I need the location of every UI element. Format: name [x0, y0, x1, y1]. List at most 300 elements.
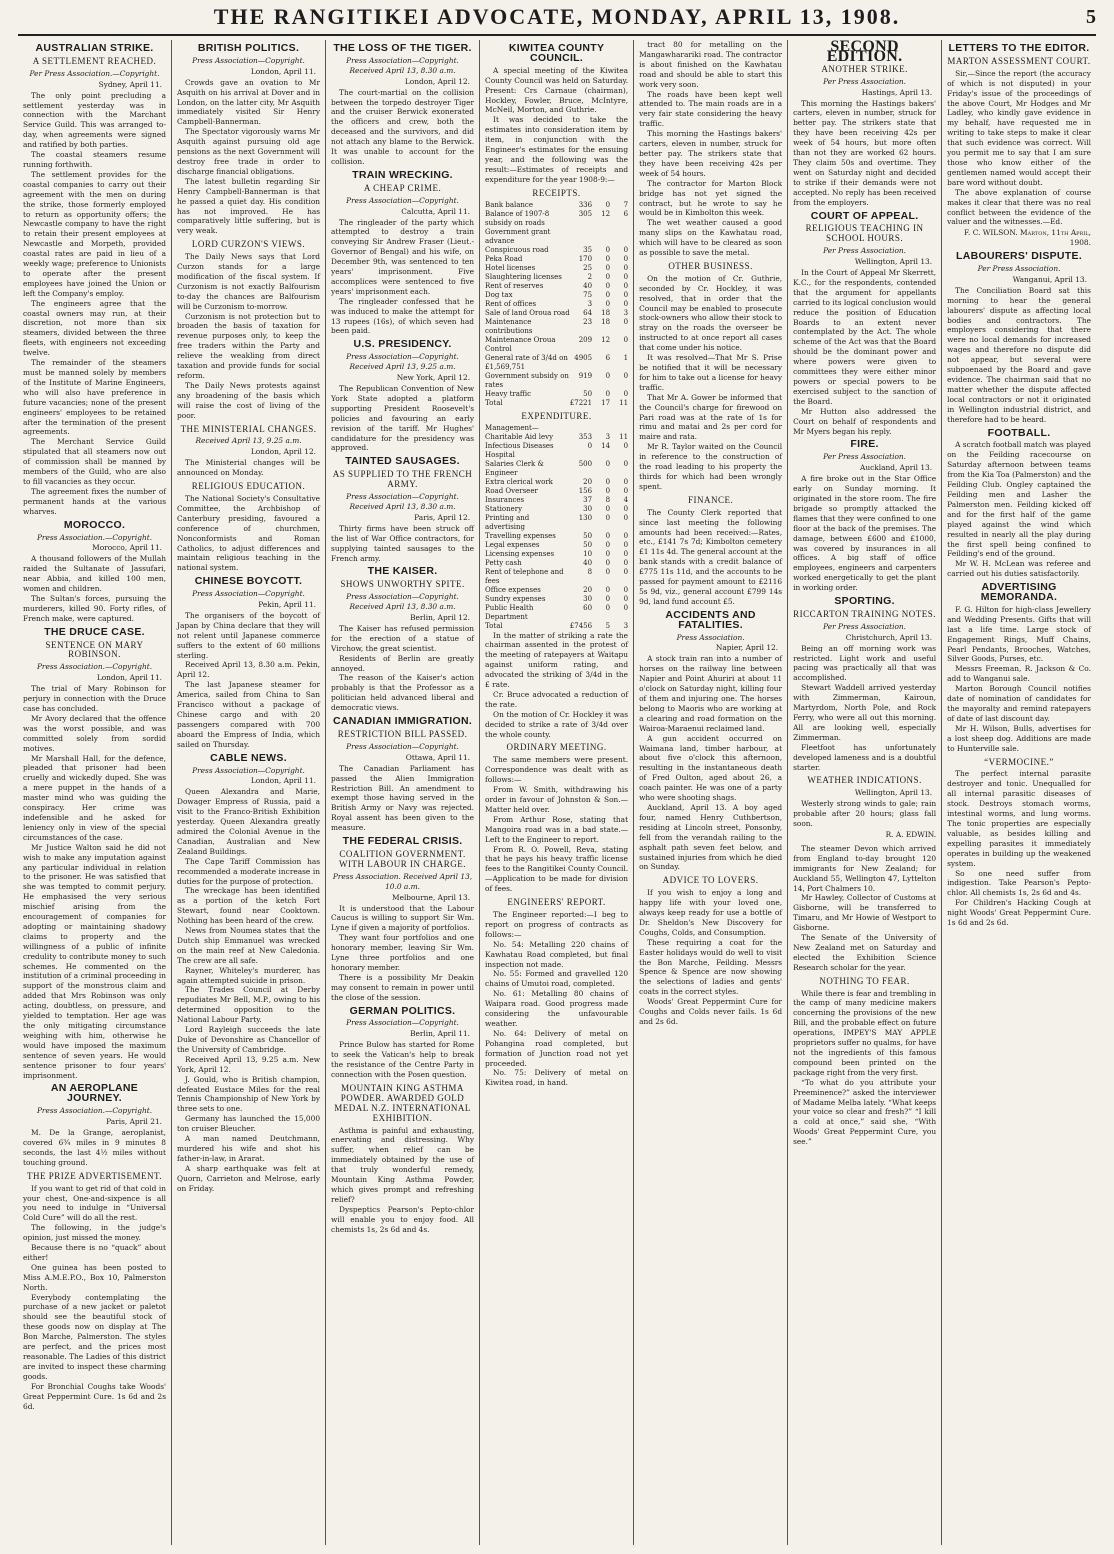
ledger-amount: 3	[587, 299, 593, 308]
ledger-amount	[570, 424, 592, 433]
ledger-amount: 0	[623, 513, 629, 522]
ledger-amount: 0	[605, 585, 611, 594]
article	[793, 209, 937, 437]
ledger-amount: 8	[587, 567, 593, 576]
ledger-amount: 0	[623, 594, 629, 603]
column-3	[326, 40, 480, 1545]
article-byline: Press Association—Copyright.	[346, 1018, 459, 1028]
table-row	[485, 399, 628, 408]
article	[23, 625, 167, 1081]
article-paragraph: M. De la Grange, aeroplanist, covered 6¾ miles in 9 minutes 8 seconds, the last 4½ miles without touching ground.	[23, 1128, 167, 1167]
table-row	[485, 246, 628, 255]
article-dateline: Melbourne, April 13.	[392, 892, 471, 902]
article	[331, 44, 474, 167]
article-paragraph: Mr Justice Walton said he did not wish to make any imputation against any particular individual in relation to the prisoner. He was satisfied that she was tempted to commit perjury. He emphasised the very serious mischief arising from the encouragement of companies for adopting or maintaining shadowy claims to property and the willingness of a public of infinite credulity to contribute money to such schemes. He commented on the institution of a criminal proceeding in support of the monstrous claim and added that Mrs Robinson was only acting, doubtless, on pressure, and yielded to temptation. Her age was the only mitigating circumstance weighing with him, otherwise he would have imposed the maximum sentence of seven years. He would sentence prisoner to four years' imprisonment.	[23, 842, 167, 1080]
ledger-amount: 50	[583, 389, 593, 398]
ledger-amount: 7	[623, 200, 629, 209]
ledger-item: Balance of 1907-8 subsidy on roads	[485, 209, 550, 227]
ledger-amount: 0	[605, 594, 611, 603]
ledger-amount: 4	[623, 495, 629, 504]
ledger-item: Slaughtering licenses	[485, 272, 562, 281]
article-dateline: Auckland, April 13.	[859, 463, 933, 473]
article-byline: Press Association—Copyright.	[192, 55, 305, 65]
column-6	[788, 40, 942, 1545]
ledger-item: Total	[485, 398, 503, 407]
article	[331, 168, 475, 337]
ledger-amount: 0	[587, 441, 593, 450]
ledger-amount: 1	[623, 353, 629, 362]
article-paragraph: The Daily News protests against any broadening of the basis which will raise the cost of living of the poor.	[177, 380, 321, 420]
article-subheading: COALITION GOVERNMENT. WITH LABOUR IN CHARGE.	[339, 848, 467, 869]
table-row	[485, 354, 628, 372]
article-paragraph: The remainder of the steamers must be manned solely by members of the Institute of Marine Engineers, who will also have preference in future vacancies; none of the present engineers' employees to be retained after the termination of the present agreements.	[23, 358, 167, 437]
article-paragraph: So one need suffer from indigestion. Take Pearson's Pepto-chlor. All chemists 1s, 2s 6d and 4s.	[947, 868, 1091, 898]
article	[639, 40, 782, 258]
article-headline: FIRE.	[850, 438, 879, 451]
table-row	[485, 309, 628, 318]
column-7	[942, 40, 1096, 1545]
ledger-amount	[592, 424, 610, 433]
ledger-item: General rate of 3/4d on £1,569,751	[485, 353, 568, 371]
article-paragraph: A thousand followers of the Mullah raided the Sultanate of Jassufari, near Abbia, and killed 100 men, women and children.	[23, 554, 167, 594]
page-number: 5	[1086, 5, 1096, 28]
article	[331, 340, 474, 453]
table-row	[485, 282, 628, 291]
article-paragraph: Everybody contemplating the purchase of a new jacket or paletot should see the beautiful stock of these goods now on display at The Bon Marche, Palmerston. The styles are perfect, and the prices most reasonable. The Ladies of this district are invited to inspect these charming goods.	[23, 1292, 167, 1381]
article-byline: Press Association.—Copyright.	[36, 1106, 153, 1116]
ledger-amount: 0	[605, 459, 611, 468]
accounts-table	[485, 424, 628, 631]
article-paragraph: The coastal steamers resume running forthwith.	[23, 150, 167, 169]
ledger-amount: 0	[623, 567, 629, 576]
article-paragraph: Prince Bulow has started for Rome to seek the Vatican's help to break the resistance of the Centre Party in connection with the Posen question.	[331, 1040, 475, 1079]
article-paragraph: The Spectator vigorously warns Mr Asquith against pursuing old age pensions as the next Government will destroy free trade in order to discharge financial obligations.	[177, 127, 321, 176]
table-row	[485, 273, 628, 282]
article-dateline: London, April 11.	[96, 673, 163, 683]
article-paragraph: The perfect internal parasite destroyer and tonic. Unequalled for all internal parasitic diseases of stock. Destroys stomach worms, intestinal worms, and lung worms. The tonic properties are especially valuable, as besides killing and expelling parasites it immediately operates in building up the weakened system.	[947, 769, 1091, 868]
article-headline: LABOURERS' DISPUTE.	[956, 250, 1083, 263]
ledger-amount: 10	[583, 549, 593, 558]
ledger-item: Government subsidy on rates	[485, 371, 569, 389]
table-row	[485, 210, 628, 228]
ledger-amount: 0	[605, 477, 611, 486]
article-paragraph: Mr Hutton also addressed the Court on behalf of respondents and Mr Myers began his reply.	[793, 406, 937, 436]
ledger-item: Stationery	[485, 504, 523, 513]
article-subheading: SENTENCE ON MARY ROBINSON.	[45, 639, 144, 660]
article-paragraph: F. G. Hilton for high-class Jewellery and Wedding Presents. Gifts that will last a life time. Large stock of Engagement Rings, Muff Chains, Pearl Pendants, Brooches, Watches, Silver Goods, Purses, etc.	[947, 604, 1091, 664]
article-byline: Received April 13, 9.25 a.m.	[195, 436, 302, 446]
ledger-amount: 64	[583, 308, 593, 317]
ledger-amount: 0	[623, 549, 629, 558]
ledger-item: Dog tax	[485, 290, 513, 299]
column-4	[480, 40, 634, 1545]
article-paragraph: The contractor for Marton Block bridge has not yet signed the contract, but he wrote to say he would be in Kimbolton this week.	[639, 178, 783, 218]
article	[485, 189, 628, 408]
ledger-amount: 0	[623, 263, 629, 272]
article-subheading: RELIGIOUS EDUCATION.	[191, 481, 306, 492]
article-subheading: ADVICE TO LOVERS.	[662, 875, 759, 886]
article-paragraph: Asthma is painful and exhausting, enervating and distressing. Why suffer, when relief can be immediately obtained by the use of that truly wonderful remedy, Mountain King Asthma Powder, which gives prompt and refreshing relief?	[331, 1125, 475, 1204]
article-subheading: RICCARTON TRAINING NOTES.	[793, 608, 937, 619]
article-paragraph: Mr Marshall Hall, for the defence, pleaded that prisoner had been cruelly and wickedly duped. She was a mere puppet in the hands of a master mind who was guiding the conspiracy. Her crime was indefensible and he asked for leniency only in view of the special circumstances of the case.	[23, 753, 167, 842]
ledger-amount: 0	[605, 290, 611, 299]
article-paragraph: From W. Smith, withdrawing his order in favour of Johnston & Son.—Matter held over.	[485, 785, 629, 814]
ledger-amount: 40	[583, 281, 593, 290]
article-dateline: Pekin, April 11.	[258, 600, 317, 610]
ledger-amount: 336	[578, 200, 593, 209]
article-paragraph: tract 80 for metalling on the Mangawharariki road. The contractor is about finished on the Kawhatau road and should be able to start this work very soon.	[639, 40, 783, 89]
ledger-amount: 0	[623, 486, 629, 495]
ledger-amount: 0	[623, 389, 629, 398]
article-paragraph: Residents of Berlin are greatly annoyed.	[331, 653, 475, 673]
newspaper-title: THE RANGITIKEI ADVOCATE, MONDAY, APRIL 13, 1908.	[213, 4, 901, 29]
article-subheading: FINANCE.	[687, 494, 734, 505]
article-paragraph: Woods' Great Peppermint Cure for Coughs and Colds never fails. 1s 6d and 2s 6d.	[639, 997, 783, 1026]
ledger-amount: 0	[605, 549, 611, 558]
ledger-amount	[592, 228, 610, 246]
article-paragraph: Thirty firms have been struck off the list of War Office contractors, for supplying tainted sausages to the French army.	[331, 523, 475, 563]
article-paragraph: Received April 13, 9.25 a.m. New York, April 12.	[177, 1054, 321, 1074]
ledger-amount: £7456	[569, 621, 593, 630]
article-paragraph: If you wish to enjoy a long and happy life with your loved one, always keep ready for use a bottle of Dr. Sheldon's New Discovery for Coughs, Colds, and Consumption.	[639, 888, 783, 937]
article-paragraph: The Daily News says that Lord Curzon stands for a large modification of the fiscal system. If Curzonism is not exactly Balfourism to-day the chances are Balfourism will be Curzonism to-morrow.	[177, 252, 321, 311]
ledger-amount: 0	[605, 263, 611, 272]
ledger-item: Rent of telephone and fees	[485, 567, 564, 585]
table-row	[485, 424, 628, 433]
table-row	[485, 228, 628, 246]
ledger-item: Road Overseer	[485, 486, 538, 495]
article-headline: SPORTING.	[834, 595, 895, 608]
article-paragraph: It was resolved—That Mr S. Prise be notified that it will be necessary for him to take out a license for heavy traffic.	[639, 353, 783, 392]
article-paragraph: A special meeting of the Kiwitea County Council was held on Saturday. Present: Crs Carnaue (chairman), Hockley, Fowler, Bruce, McIntyre, McNeil, Morton, and Guthrie.	[485, 65, 629, 115]
ledger-amount: 0	[623, 558, 629, 567]
article-paragraph: While there is fear and trembling in the camp of many medicine makers concerning the provisions of the new Bill, and the probable effect on future operations, IMPEY'S MAY APPLE proprietors suffer no qualms, for have not the ingredients of this famous compound been printed on the package right from the very first.	[793, 988, 937, 1077]
article	[177, 482, 320, 573]
article-paragraph: They want four portfolios and one honorary member, leaving Sir Wm. Lyne three portfolios and one honorary member.	[331, 933, 475, 972]
article-byline: Press Association.—Copyright.	[36, 532, 153, 542]
ledger-amount	[610, 424, 628, 433]
table-row	[485, 318, 628, 336]
ledger-amount: 0	[605, 272, 611, 281]
ledger-amount: 305	[578, 209, 593, 218]
article-paragraph: No. 54: Metalling 220 chains of Kawhatau Road completed, but final inspection not made.	[485, 939, 629, 969]
ledger-amount: 0	[605, 371, 611, 380]
ledger-item: Licensing expenses	[485, 549, 555, 558]
ledger-amount: 0	[605, 540, 611, 549]
article	[485, 743, 628, 894]
table-row	[485, 201, 628, 210]
article	[331, 457, 474, 563]
article-paragraph: Mr H. Wilson, Bulls, advertises for a lost sheep dog. Additions are made to Hunterville sale.	[947, 723, 1091, 753]
ledger-item: Sale of land Oroua road	[485, 308, 570, 317]
article-paragraph: The settlement provides for the coastal companies to carry out their agreement with the men on during the strike, those formerly employed to return as opportunity offers; the Newcastle company to have the right to retain their present employees at Newcastle and Morpeth, provided coastal rates are paid in lieu of a weekly wage; preference to Unionists to operate after the present employees have joined the Union or left the Company's employ.	[23, 169, 167, 298]
article-paragraph: Sir,—Since the report (the accuracy of which is not disputed) in your Friday's issue of the proceedings of the above Court, Mr Hodges and Mr Ladley, who kindly gave evidence in my behalf, have requested me in writing to take steps to make it clear that such evidence was correct. Will you permit me to say that I am sure those who know either of the gentlemen named would accept their bare word without doubt.	[947, 68, 1091, 187]
ledger-amount: 11	[619, 432, 629, 441]
article-paragraph: The agreement fixes the number of permanent hands at the various wharves.	[23, 486, 167, 516]
article-paragraph: Fleetfoot has unfortunately developed lameness and is a doubtful starter.	[793, 742, 937, 772]
article-paragraph: No. 64: Delivery of metal on Pohangina road completed, but formation of Junction road not yet proceeded.	[485, 1028, 629, 1068]
article-paragraph: The Canadian Parliament has passed the Alien Immigration Restriction Bill. An amendment to exempt those having served in the British Army or Navy was rejected. Royal assent has been given to the measure.	[331, 763, 475, 833]
accounts-table	[485, 201, 628, 408]
ledger-item: Extra clerical work	[485, 477, 553, 486]
article-paragraph: The latest bulletin regarding Sir Henry Campbell-Bannerman is that he passed a quiet day. His condition has not improved. He has comparatively little suffering, but is very weak.	[177, 176, 321, 236]
article-dateline: Berlin, April 12.	[410, 613, 471, 623]
ledger-amount: 35	[583, 245, 593, 254]
ledger-amount: 20	[583, 477, 593, 486]
article-headline: U.S. PRESIDENCY.	[353, 338, 452, 351]
article-dateline: London, April 12.	[250, 447, 317, 457]
article-headline: LETTERS TO THE EDITOR.	[948, 42, 1090, 54]
ledger-item: Total	[485, 621, 503, 630]
ledger-amount: 75	[583, 290, 593, 299]
article-paragraph: Received April 13, 8.30 a.m. Pekin, April 12.	[177, 660, 321, 680]
article	[331, 1004, 475, 1080]
ledger-amount: 37	[583, 495, 593, 504]
ledger-amount: 0	[605, 513, 611, 522]
article-subheading: RELIGIOUS TEACHING IN SCHOOL HOURS.	[805, 223, 924, 244]
ledger-item: Infectious Diseases Hospital	[485, 441, 554, 459]
ledger-amount: 6	[605, 353, 611, 362]
table-row	[485, 460, 628, 478]
article-subheading: MOUNTAIN KING ASTHMA POWDER. AWARDED GOLD MEDAL N.Z. INTERNATIONAL EXHIBITION.	[334, 1082, 471, 1123]
ledger-item: Management—	[485, 423, 539, 432]
article-subheading: LORD CURZON'S VIEWS.	[191, 239, 306, 250]
article-dateline: New York, April 12.	[396, 373, 471, 383]
article	[177, 425, 320, 479]
article	[177, 577, 320, 749]
table-row	[485, 433, 628, 442]
ledger-amount: 5	[605, 621, 611, 630]
article-paragraph: A scratch football match was played on the Feilding racecourse on Saturday afternoon between teams from the Kia Toa (Palmerston) and the Feilding Club. Ongley captained the Feilding men and Lasher the Palmerston men. Feilding kicked off and for the first half of the game played against the wind which resulted in nearly all the play during the first spell being confined to Feilding's end of the ground.	[947, 440, 1091, 559]
ledger-amount: 12	[601, 335, 611, 344]
article-headline: CANADIAN IMMIGRATION.	[332, 715, 473, 728]
ledger-amount: 0	[623, 531, 629, 540]
article-byline: Per Press Association.	[823, 246, 907, 256]
article-paragraph: The wet weather caused a good many slips on the Kawhatau road, which will have to be cleared as soon as possible to save the metal.	[639, 218, 783, 258]
ledger-item: Insurances	[485, 495, 525, 504]
ledger-amount: 0	[623, 335, 629, 344]
article-subheading: SHOWS UNWORTHY SPITE.	[340, 579, 465, 590]
ledger-amount: 0	[623, 459, 629, 468]
ledger-amount: 23	[583, 317, 593, 326]
article	[639, 262, 782, 492]
ledger-item: Maintenance contributions	[485, 317, 533, 335]
table-row	[485, 505, 628, 514]
article	[947, 426, 1091, 580]
article	[177, 44, 320, 236]
article	[331, 837, 474, 1003]
article-paragraph: From Arthur Rose, stating that Mangoira road was in a bad state.—Left to the Engineer to report.	[485, 814, 629, 844]
ledger-amount: 130	[578, 513, 593, 522]
table-row	[485, 442, 628, 460]
article-headline: CHINESE BOYCOTT.	[194, 575, 303, 588]
article-byline: Press Association—Copyright.	[192, 765, 305, 775]
ledger-amount: 353	[578, 432, 593, 441]
article-paragraph: J. Gould, who is British champion, defeated Eustace Miles for the real Tennis Championship of New York by three sets to one.	[177, 1074, 321, 1114]
ledger-amount	[610, 228, 628, 246]
article-byline: Press Association. Received April 13, 10.0 a.m.	[332, 871, 473, 891]
article-paragraph: The Merchant Service Guild stipulated that all steamers now out of commission shall be manned by members of the Guild, who are also to fill vacancies as they occur.	[23, 437, 167, 486]
ledger-amount: 8	[605, 495, 611, 504]
article	[331, 567, 474, 713]
article-paragraph: Rayner, Whiteley's murderer, has again attempted suicide in prison.	[177, 965, 321, 985]
article	[947, 583, 1091, 753]
article	[331, 1084, 474, 1235]
article-byline: Per Press Association.	[823, 76, 907, 86]
article-paragraph: That Mr A. Gower be informed that the Council's charge for firewood on Pari road was at the rate of 1s for rimu and matai and 2s per cord for maire and rata.	[639, 392, 783, 442]
article-paragraph: Mr Hawley, Collector of Customs at Gisborne, will be transferred to Timaru, and Mr Howie of Westport to Gisborne.	[793, 893, 937, 933]
article	[23, 1172, 166, 1412]
article-paragraph: Messrs Freeman, R. Jackson & Co. add to Wanganui sale.	[947, 664, 1091, 684]
article-headline: TAINTED SAUSAGES.	[345, 455, 460, 468]
article-paragraph: The roads have been kept well attended to. The main roads are in a very fair state considering the heavy traffic.	[639, 89, 783, 129]
ledger-amount: 0	[623, 254, 629, 263]
article-paragraph: The ringleader confessed that he was induced to make the attempt for 13 rupees (16s), of which seven had been paid.	[331, 296, 475, 336]
table-row	[485, 550, 628, 559]
ledger-amount: 18	[601, 308, 611, 317]
article-paragraph: No. 75: Delivery of metal on Kiwitea road, in hand.	[485, 1068, 629, 1088]
article	[23, 1084, 166, 1167]
article	[793, 42, 936, 208]
ledger-amount: 170	[578, 254, 593, 263]
article-paragraph: News from Noumea states that the Dutch ship Emmanuel was wrecked on the main reef at New Caledonia. The crew are all safe.	[177, 926, 321, 965]
article-paragraph: The engineers agree that the coastal owners may run, at their discretion, not more than six steamers, divided between the three fleets, with engineers not exceeding twelve.	[23, 298, 167, 358]
article-paragraph: A stock train ran into a number of horses on the railway line between Napier and Point Ahuriri at about 11 o'clock on Saturday night, killing four of them and injuring one. The horses belong to Maoris who are working at a clearing and road formation on the Wairoa-Maraenui reclaimed land.	[639, 654, 783, 733]
ledger-item: Sundry expenses	[485, 594, 546, 603]
article-paragraph: A fire broke out in the Star Office early on Sunday morning. It originated in the store room. The fire brigade so promptly attacked the flames that they were confined to one floor at the back of the premises. The damage, between £600 and £1000, was covered by insurances in all offices. A big staff of office employees, engineers and carpenters worked energetically to get the plant in working order.	[793, 474, 937, 593]
ledger-item: Maintenance Oroua Control	[485, 335, 556, 353]
table-row	[485, 568, 628, 586]
article-subheading: MARTON ASSESSMENT COURT.	[947, 55, 1091, 66]
article	[793, 440, 936, 593]
article	[793, 776, 936, 839]
ledger-amount: £7221	[569, 398, 593, 407]
article-paragraph: Marton Borough Council notifies date of nomination of candidates for the mayoralty and remind ratepayers of date of last discount day.	[947, 684, 1091, 723]
article-byline: Press Association—Copyright. Received April 13, 8.30 a.m.	[346, 55, 459, 75]
article-paragraph: Queen Alexandra and Marie, Dowager Empress of Russia, paid a visit to the Franco-British Exhibition yesterday. Queen Alexandra greatly admired the Colonial Avenue in the Canadian, Australian and New Zealand Buildings.	[177, 787, 321, 856]
article-subheading: EXPENDITURE.	[521, 410, 592, 421]
article-byline: Per Press Association.	[823, 452, 907, 462]
article-paragraph: In the matter of striking a rate the chairman assented in the protest of the meeting of ratepayers at Waitapu against uniform rating, and advocated the striking of 3/4d in the £ rate.	[485, 630, 629, 690]
article-dateline: Wellington, April 13.	[854, 257, 933, 267]
article-paragraph: For Children's Hacking Cough at night Woods' Great Peppermint Cure. 1s 6d and 2s 6d.	[947, 898, 1091, 928]
ledger-amount: 0	[623, 281, 629, 290]
table-row	[485, 300, 628, 309]
article	[947, 44, 1091, 248]
ledger-amount: 30	[583, 594, 593, 603]
article	[485, 412, 628, 740]
article-headline: THE LOSS OF THE TIGER.	[333, 42, 472, 54]
ledger-item: Office expenses	[485, 585, 541, 594]
article-dateline: Morocco, April 11.	[92, 543, 163, 553]
article-byline: Press Association—Copyright.	[192, 589, 305, 599]
ledger-item: Peka Road	[485, 254, 523, 263]
ledger-item: Salaries Clerk & Engineer	[485, 459, 544, 477]
article-paragraph: The steamer Devon which arrived from England to-day brought 120 immigrants for New Zealand; for Auckland 55, Wellington 47, Lyttelton 14, Port Chalmers 10.	[793, 843, 937, 893]
ledger-item: Government grant advance	[485, 227, 551, 245]
ledger-amount: 0	[623, 504, 629, 513]
article-paragraph: From R. O. Powell, Reva, stating that he pays his heavy traffic license fees to the Rangitikei County Council.—Application to be made for division of fees.	[485, 844, 629, 894]
article-paragraph: A gun accident occurred on Waimana land, timber harbour, at about five o'clock this afternoon, resulting in the instantaneous death of Fred Oulton, aged about 26, a coach painter. He was one of a party who were shooting shags.	[639, 733, 783, 803]
table-row	[485, 372, 628, 390]
article-dateline: Berlin, April 11.	[410, 1029, 471, 1039]
table-row	[485, 291, 628, 300]
article	[23, 44, 166, 517]
table-row	[485, 390, 628, 399]
table-row	[485, 622, 628, 631]
article-paragraph: No. 61: Metalling 80 chains of Waipara road. Good progress made considering the unfavourable weather.	[485, 989, 629, 1028]
article-paragraph: Auckland, April 13. A boy aged four, named Henry Cuthbertson, residing at Lincoln street, Ponsonby, fell from the verandah railing to the asphalt path seven feet below, and sustained injuries from which he died on Sunday.	[639, 802, 783, 872]
ledger-amount: 14	[601, 441, 611, 450]
article-subheading: NOTHING TO FEAR.	[819, 975, 910, 986]
ledger-item: Hotel licenses	[485, 263, 536, 272]
article-headline: MOROCCO.	[63, 518, 126, 531]
article-paragraph: For Bronchial Coughs take Woods' Great Peppermint Cure. 1s 6d and 2s 6d.	[23, 1381, 167, 1411]
ledger-amount: 0	[605, 486, 611, 495]
ledger-amount: 0	[605, 245, 611, 254]
table-row	[485, 604, 628, 622]
article	[793, 844, 936, 973]
ledger-item: Charitable Aid levy	[485, 432, 554, 441]
article-dateline: Napier, April 12.	[715, 643, 779, 653]
ledger-amount: 0	[623, 603, 629, 612]
table-row	[485, 336, 628, 354]
article-paragraph: Because there is no “quack” about either!	[23, 1243, 167, 1262]
article-paragraph: There is a possibility Mr Deakin may consent to remain in power until the close of the session.	[331, 972, 475, 1002]
article	[639, 608, 783, 873]
table-row	[485, 559, 628, 568]
article-headline: AUSTRALIAN STRIKE.	[35, 42, 154, 54]
article-subheading: THE PRIZE ADVERTISEMENT.	[26, 1170, 163, 1181]
table-row	[485, 255, 628, 264]
article	[639, 496, 782, 607]
ledger-amount: 4905	[574, 353, 593, 362]
article-dateline: London, April 12.	[404, 76, 471, 86]
ledger-amount: 0	[605, 389, 611, 398]
ledger-amount: 0	[623, 245, 629, 254]
ledger-amount: 0	[605, 254, 611, 263]
ledger-item: Bank balance	[485, 200, 533, 209]
article-paragraph: The Senate of the University of New Zealand met on Saturday and elected the Exhibition Science Research scholar for the year.	[793, 933, 937, 972]
article-signature: R. A. EDWIN.	[885, 829, 937, 839]
article-paragraph: The following, in the judge's opinion, just missed the money.	[23, 1223, 167, 1243]
ledger-amount: 50	[583, 531, 593, 540]
column-2	[172, 40, 326, 1545]
article-headline: FOOTBALL.	[987, 426, 1051, 439]
ledger-amount: 0	[605, 281, 611, 290]
article-dateline: Wellington, April 13.	[854, 788, 933, 798]
article-dateline: London, April 11.	[250, 776, 317, 786]
article-paragraph: The County Clerk reported that since last meeting the following amounts had been received:—Rates, etc., £141 7s 7d; Kimbolton cemetery £1 11s 4d. The general account at the bank stands with a credit balance of £775 11s 11d, and the accounts to be passed for payment amount to £2116 5s 9d, viz., general account £799 14s 9d, land fund account £5.	[639, 507, 783, 606]
article-subheading: RECEIPTS.	[532, 187, 581, 198]
article-subheading: ORDINARY MEETING.	[506, 742, 607, 753]
article	[177, 751, 321, 1194]
article-headline: BRITISH POLITICS.	[197, 42, 300, 54]
article-paragraph: Cr. Bruce advocated a reduction of the rate.	[485, 689, 629, 709]
table-row	[485, 496, 628, 505]
ledger-amount: 919	[578, 371, 593, 380]
ledger-amount: 40	[583, 558, 593, 567]
article-paragraph: Curzonism is not protection but to broaden the basis of taxation for revenue purposes only, to keep the free traders within the Party and relieve the weakling from direct taxation and provide funds for social reform.	[177, 311, 321, 380]
article-byline: Press Association—Copyright.	[346, 741, 459, 751]
article-headline: CABLE NEWS.	[210, 751, 287, 764]
article-byline: Per Press Association.—Copyright.	[29, 68, 160, 78]
article-paragraph: Dyspeptics Pearson's Pepto-chlor will enable you to enjoy food. All chemists 1s, 2s 6d and 4s.	[331, 1204, 475, 1234]
article-paragraph: The Conciliation Board sat this morning to hear the general labourers' dispute as affecting local bodies and contractors. The employers considering that there were no local demands for increased wages and therefore no dispute did not appear, but several were subpoenaed by the Board and gave evidence. The chairman said that no matter whether the dispute affected local contractors or not it originated in Wellington industrial district, and therefore had to be heard.	[947, 285, 1091, 424]
table-row	[485, 487, 628, 496]
article-dateline: Sydney, April 11.	[98, 79, 163, 89]
ledger-amount: 12	[601, 209, 611, 218]
